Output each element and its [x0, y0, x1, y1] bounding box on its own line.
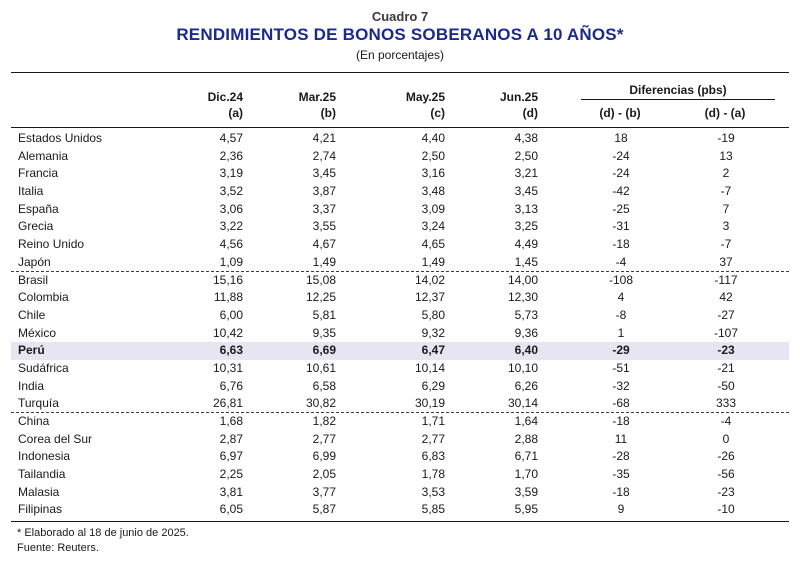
row-value-c: 3,48	[421, 184, 445, 199]
row-value-d: 6,71	[514, 449, 538, 464]
row-country: Italia	[18, 184, 44, 199]
row-value-db: -4	[615, 254, 627, 269]
row-country: Grecia	[18, 219, 54, 234]
row-value-d: 1,45	[514, 254, 538, 269]
table-row	[11, 466, 789, 484]
row-value-db: -8	[615, 307, 627, 322]
row-value-a: 6,05	[219, 502, 243, 517]
row-value-a: 3,52	[219, 184, 243, 199]
table-row	[11, 484, 789, 502]
source-note: Fuente: Reuters.	[17, 542, 99, 554]
row-value-a: 3,81	[219, 484, 243, 499]
row-value-db: -18	[612, 237, 630, 252]
row-value-da: 37	[719, 254, 733, 269]
row-value-a: 6,63	[219, 343, 243, 358]
row-value-c: 2,50	[421, 148, 445, 163]
row-value-d: 6,40	[514, 343, 538, 358]
row-value-c: 6,83	[421, 449, 445, 464]
table-row	[11, 272, 789, 290]
col-sub: (b)	[320, 106, 336, 120]
row-country: Turquía	[18, 396, 59, 411]
table-row	[11, 218, 789, 236]
table-row	[11, 165, 789, 183]
row-country: México	[18, 325, 57, 340]
row-value-a: 1,68	[219, 414, 243, 428]
row-value-b: 6,58	[312, 378, 336, 393]
row-value-d: 12,30	[507, 290, 538, 305]
row-value-b: 3,37	[312, 201, 336, 216]
row-value-da: -26	[717, 449, 735, 464]
row-value-a: 6,00	[219, 307, 243, 322]
table-row	[11, 378, 789, 396]
row-value-a: 4,56	[219, 237, 243, 252]
row-country: Colombia	[18, 290, 69, 305]
row-value-da: -23	[717, 484, 735, 499]
table-row	[11, 395, 789, 413]
table-row	[11, 431, 789, 449]
row-value-db: -18	[612, 414, 630, 428]
row-country: India	[18, 378, 45, 393]
row-value-d: 3,25	[514, 219, 538, 234]
row-value-c: 6,47	[421, 343, 445, 358]
row-country: Tailandia	[18, 467, 66, 482]
table-body	[11, 130, 789, 519]
row-value-d: 3,13	[514, 201, 538, 216]
row-value-db: -24	[612, 166, 630, 181]
row-value-c: 5,85	[421, 502, 445, 517]
row-value-b: 15,08	[305, 272, 336, 287]
row-value-d: 1,70	[514, 467, 538, 482]
differences-header: Diferencias (pbs)	[629, 83, 727, 97]
row-value-da: -27	[717, 307, 735, 322]
row-value-d: 3,59	[514, 484, 538, 499]
row-country: Filipinas	[18, 502, 63, 517]
row-value-c: 14,02	[414, 272, 445, 287]
row-value-b: 1,49	[312, 254, 336, 269]
col-sub: (a)	[228, 106, 243, 120]
row-value-c: 5,80	[421, 307, 445, 322]
row-value-db: -18	[612, 484, 630, 499]
row-value-b: 6,69	[312, 343, 336, 358]
row-value-a: 1,09	[219, 254, 243, 269]
row-value-d: 6,26	[514, 378, 538, 393]
row-value-da: -10	[717, 502, 735, 517]
row-value-da: -56	[717, 467, 735, 482]
table-row	[11, 325, 789, 343]
row-value-b: 3,55	[312, 219, 336, 234]
row-value-c: 4,65	[421, 237, 445, 252]
row-value-a: 6,76	[219, 378, 243, 393]
col-label: May.25	[405, 90, 445, 104]
row-value-b: 5,81	[312, 307, 336, 322]
row-country: Indonesia	[18, 449, 71, 464]
row-country: Alemania	[18, 148, 69, 163]
table-title: RENDIMIENTOS DE BONOS SOBERANOS A 10 AÑOS*	[176, 25, 624, 44]
row-value-da: 3	[722, 219, 730, 234]
row-value-da: 42	[719, 290, 733, 305]
table-subtitle: (En porcentajes)	[355, 48, 445, 62]
table-row	[11, 307, 789, 325]
row-value-c: 3,24	[421, 219, 445, 234]
row-value-da: -4	[720, 414, 732, 428]
col-sub: (d)	[522, 106, 538, 120]
row-value-a: 3,19	[219, 166, 243, 181]
row-value-a: 2,87	[219, 431, 243, 446]
row-value-c: 1,71	[421, 414, 445, 428]
row-value-db: -51	[612, 360, 630, 375]
col-header-dic24	[163, 89, 243, 121]
row-value-b: 9,35	[312, 325, 336, 340]
row-value-da: 7	[722, 201, 730, 216]
row-country: Corea del Sur	[18, 431, 93, 446]
row-value-c: 1,49	[421, 254, 445, 269]
row-value-b: 4,67	[312, 237, 336, 252]
table-row	[11, 448, 789, 466]
row-country: Chile	[18, 307, 46, 322]
row-value-da: -7	[720, 237, 732, 252]
header-rule	[11, 127, 789, 128]
row-value-c: 4,40	[421, 131, 445, 145]
row-value-a: 26,81	[212, 396, 243, 411]
row-value-b: 3,45	[312, 166, 336, 181]
row-value-c: 3,09	[421, 201, 445, 216]
row-value-b: 12,25	[305, 290, 336, 305]
row-country: Francia	[18, 166, 59, 181]
top-rule	[11, 72, 789, 73]
row-value-a: 11,88	[213, 290, 243, 305]
row-value-b: 3,77	[312, 484, 336, 499]
col-label: Jun.25	[499, 90, 538, 104]
row-value-a: 10,42	[212, 325, 243, 340]
row-value-a: 15,16	[212, 272, 243, 287]
row-value-b: 4,21	[312, 131, 336, 145]
table-row	[11, 201, 789, 219]
row-country: Malasia	[18, 484, 60, 499]
row-value-da: -23	[717, 343, 735, 358]
row-value-c: 2,77	[421, 431, 445, 446]
row-value-d: 10,10	[507, 360, 538, 375]
row-value-d: 3,21	[514, 166, 538, 181]
table-row	[11, 148, 789, 166]
row-value-da: -19	[717, 131, 735, 145]
row-value-d: 9,36	[514, 325, 538, 340]
row-value-c: 6,29	[421, 378, 445, 393]
row-value-d: 30,14	[507, 396, 538, 411]
row-value-b: 2,05	[312, 467, 336, 482]
row-value-b: 30,82	[305, 396, 336, 411]
row-value-c: 10,14	[414, 360, 445, 375]
row-value-da: -107	[713, 325, 739, 340]
footnote: * Elaborado al 18 de junio de 2025.	[17, 527, 189, 539]
row-value-b: 2,77	[312, 431, 336, 446]
table-row	[11, 501, 789, 519]
row-value-da: -7	[720, 184, 732, 199]
table-row	[11, 342, 789, 360]
row-value-a: 3,22	[219, 219, 243, 234]
row-country: España	[18, 201, 59, 216]
col-header-jun25	[458, 89, 538, 121]
differences-underline	[581, 99, 775, 100]
col-sub: (c)	[430, 106, 445, 120]
row-value-c: 30,19	[414, 396, 445, 411]
row-value-c: 9,32	[421, 325, 445, 340]
row-value-b: 1,82	[312, 414, 336, 428]
row-value-a: 2,36	[219, 148, 243, 163]
row-value-c: 12,37	[414, 290, 445, 305]
row-value-db: -68	[612, 396, 630, 411]
row-value-da: -21	[717, 360, 735, 375]
row-value-db: 1	[617, 325, 625, 340]
col-label: Mar.25	[298, 90, 336, 104]
row-value-b: 5,87	[312, 502, 336, 517]
row-country: Perú	[18, 343, 45, 358]
table-row	[11, 360, 789, 378]
row-value-db: -42	[612, 184, 630, 199]
row-value-d: 4,38	[514, 131, 538, 145]
row-value-c: 3,16	[421, 166, 445, 181]
row-value-a: 3,06	[219, 201, 243, 216]
row-value-db: -29	[612, 343, 630, 358]
row-value-db: -35	[612, 467, 630, 482]
row-value-d: 5,73	[514, 307, 538, 322]
row-value-d: 5,95	[514, 502, 538, 517]
row-value-b: 2,74	[312, 148, 336, 163]
col-header-mar25	[256, 89, 336, 121]
row-value-db: -31	[612, 219, 630, 234]
row-value-db: -28	[612, 449, 630, 464]
row-value-db: 18	[614, 131, 628, 145]
table-row	[11, 289, 789, 307]
row-value-db: -25	[612, 201, 630, 216]
row-value-b: 10,61	[305, 360, 336, 375]
group-separator-2	[11, 412, 789, 413]
row-value-db: 9	[617, 502, 625, 517]
table-number: Cuadro 7	[371, 9, 429, 24]
col-label: Dic.24	[207, 90, 243, 104]
row-value-a: 6,97	[219, 449, 243, 464]
bottom-rule	[11, 521, 789, 522]
table-row	[11, 183, 789, 201]
row-country: Reino Unido	[18, 237, 85, 252]
row-value-d: 1,64	[514, 414, 538, 428]
row-value-d: 2,88	[514, 431, 538, 446]
row-country: China	[18, 414, 50, 428]
row-value-b: 3,87	[312, 184, 336, 199]
table-row	[11, 413, 789, 431]
row-value-d: 3,45	[514, 184, 538, 199]
row-value-db: 4	[617, 290, 625, 305]
col-header-may25	[365, 89, 445, 121]
table-row	[11, 254, 789, 272]
row-value-da: -117	[714, 272, 738, 287]
row-value-db: -108	[608, 272, 634, 287]
row-value-db: -32	[612, 378, 630, 393]
row-value-d: 4,49	[514, 237, 538, 252]
row-value-db: 11	[614, 431, 628, 446]
row-country: Sudáfrica	[18, 360, 69, 375]
row-value-a: 4,57	[219, 131, 243, 145]
row-value-b: 6,99	[312, 449, 336, 464]
row-value-da: 333	[715, 396, 737, 411]
col-header-d-minus-b: (d) - (b)	[599, 106, 641, 120]
row-value-c: 1,78	[421, 467, 445, 482]
row-value-d: 2,50	[514, 148, 538, 163]
table-row	[11, 130, 789, 148]
col-header-d-minus-a: (d) - (a)	[704, 106, 746, 120]
row-value-d: 14,00	[507, 272, 538, 287]
row-value-a: 10,31	[212, 360, 243, 375]
row-value-da: 13	[719, 148, 733, 163]
row-value-da: -50	[717, 378, 735, 393]
row-country: Estados Unidos	[18, 131, 103, 145]
row-value-c: 3,53	[421, 484, 445, 499]
row-country: Brasil	[18, 272, 49, 287]
row-value-da: 0	[722, 431, 730, 446]
row-value-a: 2,25	[219, 467, 243, 482]
table-row	[11, 236, 789, 254]
row-country: Japón	[18, 254, 51, 269]
group-separator-1	[11, 271, 789, 272]
row-value-db: -24	[612, 148, 630, 163]
row-value-da: 2	[722, 166, 730, 181]
